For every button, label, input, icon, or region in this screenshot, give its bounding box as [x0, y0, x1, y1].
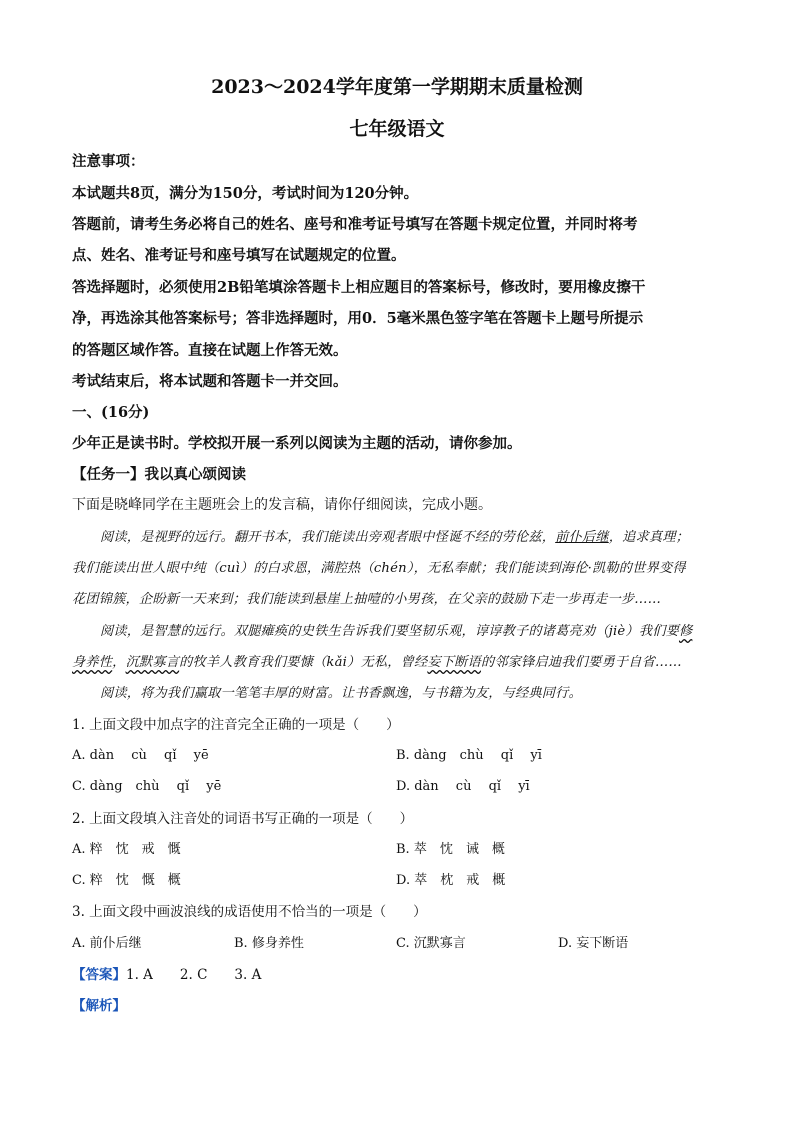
- underlined-idiom: 修: [678, 624, 693, 639]
- passage-line: [100, 526, 720, 545]
- section-intro: 少年正是读书时。学校拟开展一系列以阅读为主题的活动，请你参加。: [72, 435, 522, 452]
- option-c: C. dàng chù qǐ yē: [72, 779, 222, 794]
- option-c: C. 沉默寡言: [396, 936, 466, 951]
- notice-line: 的答题区域作答。直接在试题上作答无效。: [72, 342, 348, 359]
- section-heading: 一、(16分): [72, 404, 150, 421]
- passage-line: [100, 620, 720, 639]
- passage-text: 阅读，是智慧的远行。双腿瘫痪的史铁生告诉我们要坚韧乐观，谆谆教子的诸葛亮劝（jiè）我们要: [100, 624, 679, 639]
- notice-line: 答题前，请考生务必将自己的姓名、座号和准考证号填写在答题卡规定位置，并同时将考: [72, 216, 638, 233]
- option-a: A. 粹 忱 戒 慨: [72, 842, 181, 857]
- notice-line: 考试结束后，将本试题和答题卡一并交回。: [72, 373, 348, 390]
- passage-text: ，: [112, 655, 126, 670]
- question-stem: 1. 上面文段中加点字的注音完全正确的一项是（ ）: [72, 717, 400, 733]
- question-stem: 3. 上面文段中画波浪线的成语使用不恰当的一项是（ ）: [72, 904, 427, 920]
- passage-line: [72, 651, 722, 670]
- option-a: A. dàn cù qǐ yē: [72, 748, 209, 763]
- analysis-line: [72, 994, 722, 1014]
- notice-line: 答选择题时，必须使用2B铅笔填涂答题卡上相应题目的答案标号，修改时，要用橡皮擦干: [72, 279, 646, 296]
- passage-text: 的邻家锋启迪我们要勇于自省……: [480, 655, 682, 670]
- option-b: B. 修身养性: [234, 936, 304, 951]
- notice-line: 点、姓名、准考证号和座号填写在试题规定的位置。: [72, 247, 406, 264]
- analysis-label: 【解析】: [72, 998, 126, 1014]
- notice-line: 本试题共8页，满分为150分，考试时间为120分钟。: [72, 185, 419, 202]
- underlined-idiom: 妄下断语: [427, 655, 481, 670]
- passage-text: 的牧羊人教育我们要慷（kǎi）无私，曾经: [179, 655, 428, 670]
- passage-line: 我们能读出世人眼中纯（cuì）的白求恩，满腔热（chén），无私奉献；我们能读到海伦·凯勒的世界变得: [72, 561, 686, 576]
- notice-heading: 注意事项：: [72, 153, 145, 170]
- answer-label: 【答案】: [72, 967, 126, 983]
- option-a: A. 前仆后继: [72, 936, 142, 951]
- option-b: B. dàng chù qǐ yī: [396, 748, 542, 763]
- passage-text: 阅读，是视野的远行。翻开书本，我们能读出旁观者眼中怪诞不经的劳伦兹，: [100, 530, 556, 545]
- underlined-idiom: 沉默寡言: [125, 655, 180, 670]
- exam-title: 2023～2024学年度第一学期期末质量检测: [211, 76, 583, 98]
- task-description: 下面是晓峰同学在主题班会上的发言稿，请你仔细阅读，完成小题。: [72, 497, 492, 513]
- option-d: D. 萃 枕 戒 概: [396, 873, 506, 888]
- passage-line: 阅读，将为我们赢取一笔笔丰厚的财富。让书香飘逸，与书籍为友，与经典同行。: [100, 686, 582, 701]
- answer-line: [72, 963, 722, 983]
- option-b: B. 萃 忱 诫 概: [396, 842, 505, 857]
- exam-subtitle: 七年级语文: [349, 118, 445, 140]
- notice-line: 净，再选涂其他答案标号；答非选择题时，用0．5毫米黑色签字笔在答题卡上题号所提示: [72, 310, 644, 327]
- task-heading: 【任务一】我以真心颂阅读: [72, 466, 246, 483]
- underlined-idiom: 身养性: [72, 655, 113, 670]
- option-d: D. 妄下断语: [558, 936, 629, 951]
- question-stem: 2. 上面文段填入注音处的词语书写正确的一项是（ ）: [72, 811, 414, 827]
- passage-text: ，追求真理；: [608, 530, 690, 545]
- underlined-idiom: 前仆后继: [555, 530, 609, 545]
- option-c: C. 粹 忱 慨 概: [72, 873, 181, 888]
- option-d: D. dàn cù qǐ yī: [396, 779, 530, 794]
- answer-value: 1. A 2. C 3. A: [126, 967, 262, 983]
- passage-line: 花团锦簇，企盼新一天来到；我们能读到悬崖上抽噎的小男孩，在父亲的鼓励下走一步再走一步……: [72, 592, 662, 607]
